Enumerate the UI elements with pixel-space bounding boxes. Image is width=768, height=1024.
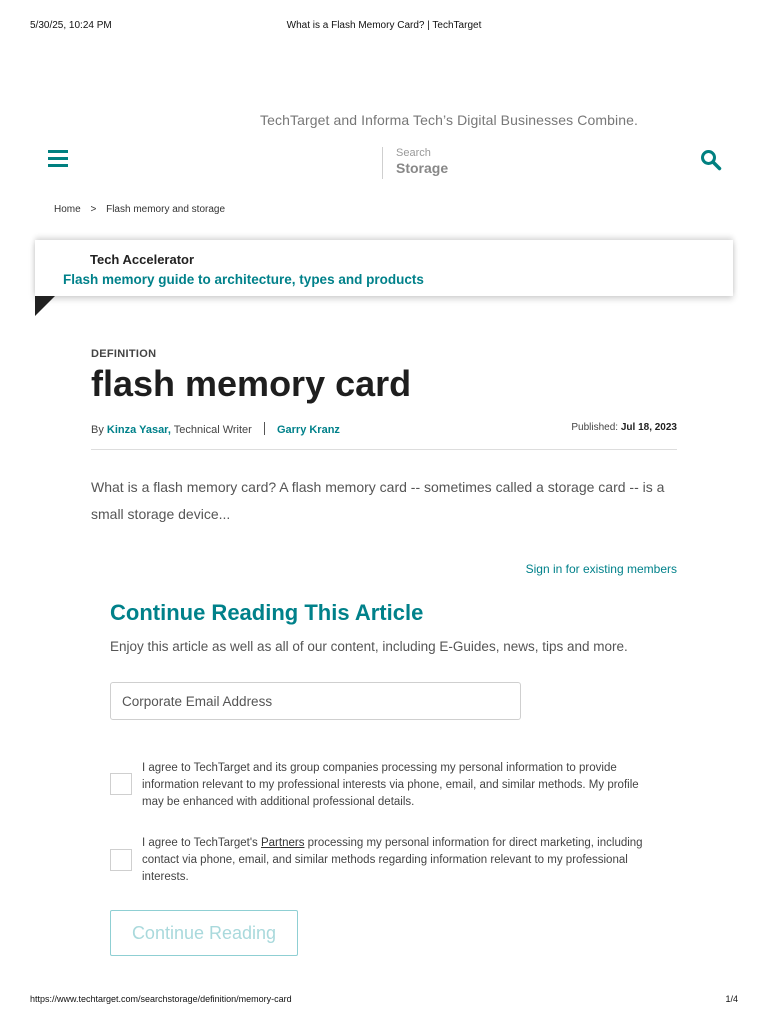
article-lead: What is a flash memory card? A flash memory card -- sometimes called a storage card -- is a small storage device...: [91, 479, 665, 522]
consent-text-2-start: I agree to TechTarget's: [142, 837, 261, 849]
announcement-banner[interactable]: TechTarget and Informa Tech’s Digital Businesses Combine.: [260, 112, 638, 128]
breadcrumb-home[interactable]: Home: [54, 204, 81, 215]
print-url: https://www.techtarget.com/searchstorage/definition/memory-card: [30, 994, 292, 1004]
ribbon-fold: [35, 296, 55, 316]
hamburger-icon[interactable]: [48, 150, 70, 170]
breadcrumb-category[interactable]: Flash memory and storage: [106, 204, 226, 215]
author-role: Technical Writer: [173, 424, 252, 436]
search-icon[interactable]: [700, 149, 722, 171]
tech-accelerator-box: [35, 240, 733, 296]
partners-link[interactable]: Partners: [260, 837, 305, 849]
breadcrumb: [54, 204, 225, 215]
email-field[interactable]: [110, 682, 521, 720]
byline-divider: [264, 422, 265, 435]
continue-reading-button[interactable]: Continue Reading: [110, 910, 298, 956]
site-header: [48, 145, 722, 181]
consent-group-companies: [110, 760, 655, 811]
article: [91, 348, 677, 528]
consent-partners: [110, 835, 655, 886]
published-date-value: Jul 18, 2023: [620, 422, 677, 433]
article-type: DEFINITION: [91, 348, 157, 360]
search-site-name: Storage: [396, 160, 449, 176]
breadcrumb-separator: >: [90, 204, 97, 215]
tech-accelerator-label: Tech Accelerator: [90, 252, 195, 267]
byline-divider-rule: [91, 449, 677, 450]
gate-heading: Continue Reading This Article: [110, 600, 424, 625]
published-date: [571, 422, 677, 433]
consent-text-2: [142, 835, 655, 886]
gate-subheading: Enjoy this article as well as all of our content, including E-Guides, news, tips and more.: [110, 639, 628, 654]
author-link-1[interactable]: Kinza Yasar,: [106, 424, 171, 436]
guide-link[interactable]: Flash memory guide to architecture, types and products: [63, 272, 424, 287]
search-label: Search: [396, 147, 431, 159]
print-header: [30, 20, 738, 34]
page-title: flash memory card: [91, 363, 412, 404]
consent-text-2-end: processing my personal information for direct marketing, including contact via phone, email, and similar methods regarding information relevant to my professional interests.: [142, 837, 643, 883]
registration-gate: [110, 600, 670, 943]
published-label: Published:: [571, 422, 619, 433]
byline: [91, 422, 677, 438]
byline-prefix: By: [91, 424, 104, 436]
print-page-number: 1/4: [725, 994, 738, 1004]
consent-checkbox-1[interactable]: [110, 773, 132, 795]
print-document-title: What is a Flash Memory Card? | TechTarget: [286, 20, 482, 31]
consent-text-1: I agree to TechTarget and its group companies processing my personal information to provide information relevant to my professional interests via phone, email, and similar methods. My profile may be enhanced with additional professional details.: [142, 762, 639, 808]
sign-in-link[interactable]: Sign in for existing members: [525, 562, 677, 576]
search-site-indicator[interactable]: [382, 147, 448, 179]
print-datetime: 5/30/25, 10:24 PM: [30, 20, 112, 31]
consent-checkbox-2[interactable]: [110, 849, 132, 871]
author-link-2[interactable]: Garry Kranz: [276, 424, 340, 436]
